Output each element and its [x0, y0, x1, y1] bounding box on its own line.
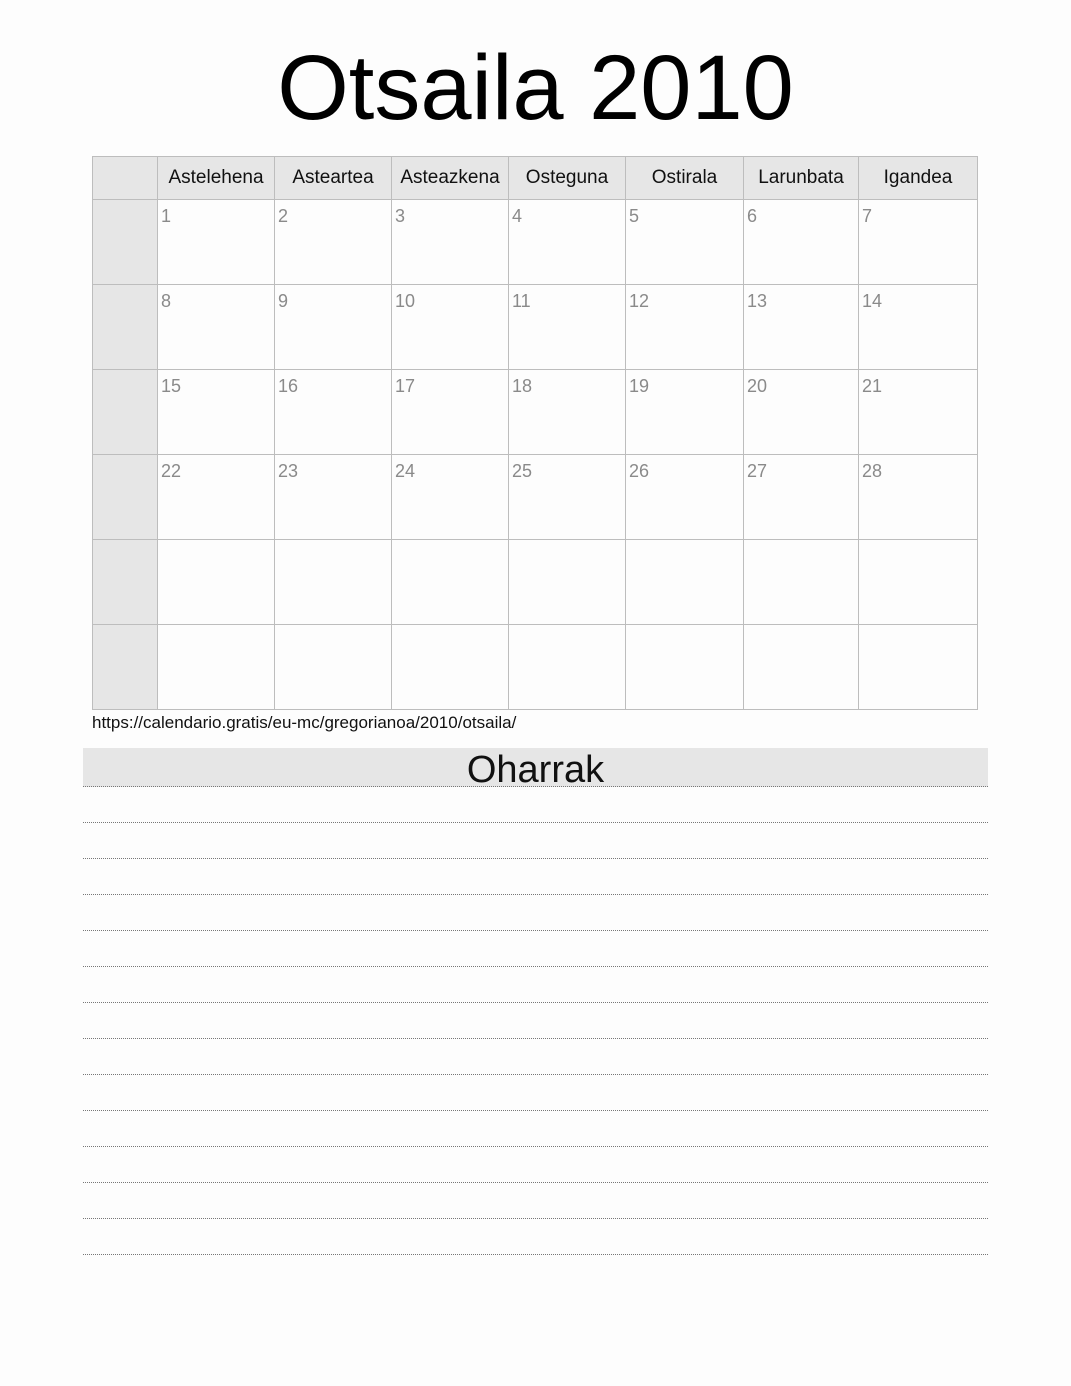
week-row	[93, 370, 978, 455]
day-cell[interactable]	[859, 200, 978, 285]
week-column-header	[93, 157, 158, 200]
day-number: 16	[278, 376, 299, 396]
source-url: https://calendario.gratis/eu-mc/gregorianoa/2010/otsaila/	[92, 713, 517, 732]
day-cell[interactable]	[158, 370, 275, 455]
day-number	[158, 540, 274, 546]
day-number: 28	[862, 461, 883, 481]
day-cell[interactable]	[744, 200, 859, 285]
notes-lines	[83, 787, 988, 1255]
weekday-header: Asteazkena	[392, 157, 509, 200]
week-number-cell	[93, 540, 158, 625]
note-line[interactable]	[83, 1075, 988, 1111]
day-cell[interactable]	[392, 370, 509, 455]
day-cell[interactable]	[744, 625, 859, 710]
day-number: 9	[278, 291, 289, 311]
weekday-header: Osteguna	[509, 157, 626, 200]
day-cell[interactable]	[392, 625, 509, 710]
weekday-header: Igandea	[859, 157, 978, 200]
day-cell[interactable]	[744, 540, 859, 625]
day-number: 19	[629, 376, 650, 396]
note-line[interactable]	[83, 1147, 988, 1183]
weekday-header: Asteartea	[275, 157, 392, 200]
day-cell[interactable]	[158, 200, 275, 285]
day-number	[392, 625, 508, 631]
week-number-cell	[93, 455, 158, 540]
note-line[interactable]	[83, 967, 988, 1003]
day-number: 7	[862, 206, 873, 226]
day-cell[interactable]	[275, 200, 392, 285]
day-cell[interactable]	[509, 455, 626, 540]
day-number	[509, 540, 625, 546]
day-cell[interactable]	[275, 285, 392, 370]
notes-heading: Oharrak	[83, 748, 988, 787]
day-number: 3	[395, 206, 406, 226]
day-cell[interactable]	[744, 370, 859, 455]
day-number: 22	[161, 461, 182, 481]
day-number: 6	[747, 206, 758, 226]
day-number	[158, 625, 274, 631]
day-cell[interactable]	[392, 285, 509, 370]
day-cell[interactable]	[509, 540, 626, 625]
day-cell[interactable]	[859, 370, 978, 455]
week-number-cell	[93, 200, 158, 285]
day-number: 17	[395, 376, 416, 396]
day-number	[744, 625, 858, 631]
day-number	[744, 540, 858, 546]
day-cell[interactable]	[275, 370, 392, 455]
day-number: 11	[512, 291, 531, 311]
week-row	[93, 540, 978, 625]
day-cell[interactable]	[275, 455, 392, 540]
week-number-cell	[93, 285, 158, 370]
note-line[interactable]	[83, 1039, 988, 1075]
day-cell[interactable]	[158, 625, 275, 710]
weekday-header-row	[93, 157, 978, 200]
note-line[interactable]	[83, 931, 988, 967]
day-number	[859, 625, 977, 631]
day-number	[275, 625, 391, 631]
day-number: 13	[747, 291, 768, 311]
day-cell[interactable]	[275, 625, 392, 710]
day-number: 23	[278, 461, 299, 481]
day-cell[interactable]	[158, 285, 275, 370]
week-row	[93, 200, 978, 285]
note-line[interactable]	[83, 1219, 988, 1255]
day-cell[interactable]	[626, 540, 744, 625]
weekday-header: Astelehena	[158, 157, 275, 200]
day-cell[interactable]	[509, 200, 626, 285]
note-line[interactable]	[83, 859, 988, 895]
note-line[interactable]	[83, 1003, 988, 1039]
day-number: 15	[161, 376, 182, 396]
day-number: 12	[629, 291, 650, 311]
day-number	[859, 540, 977, 546]
day-cell[interactable]	[859, 285, 978, 370]
day-cell[interactable]	[509, 370, 626, 455]
week-row	[93, 625, 978, 710]
day-number: 14	[862, 291, 883, 311]
day-number	[626, 625, 743, 631]
day-number: 10	[395, 291, 416, 311]
week-row	[93, 455, 978, 540]
weekday-header: Ostirala	[626, 157, 744, 200]
day-cell[interactable]	[626, 625, 744, 710]
day-cell[interactable]	[158, 540, 275, 625]
day-number	[275, 540, 391, 546]
day-number: 5	[629, 206, 640, 226]
day-cell[interactable]	[626, 455, 744, 540]
day-number: 20	[747, 376, 768, 396]
day-number: 24	[395, 461, 416, 481]
day-cell[interactable]	[626, 370, 744, 455]
day-number: 2	[278, 206, 289, 226]
day-number: 21	[862, 376, 883, 396]
calendar-grid	[92, 156, 978, 710]
day-cell[interactable]	[509, 285, 626, 370]
day-number: 25	[512, 461, 533, 481]
page-title: Otsaila 2010	[277, 37, 794, 139]
week-number-cell	[93, 625, 158, 710]
note-line[interactable]	[83, 1183, 988, 1219]
weekday-header: Larunbata	[744, 157, 859, 200]
note-line[interactable]	[83, 895, 988, 931]
day-number	[392, 540, 508, 546]
day-cell[interactable]	[744, 285, 859, 370]
day-number: 8	[161, 291, 172, 311]
day-cell[interactable]	[859, 625, 978, 710]
day-cell[interactable]	[626, 285, 744, 370]
day-number	[509, 625, 625, 631]
note-line[interactable]	[83, 1111, 988, 1147]
day-cell[interactable]	[744, 455, 859, 540]
day-number	[626, 540, 743, 546]
day-number: 26	[629, 461, 650, 481]
day-number: 1	[161, 206, 172, 226]
day-number: 18	[512, 376, 533, 396]
note-line[interactable]	[83, 823, 988, 859]
day-cell[interactable]	[626, 200, 744, 285]
day-cell[interactable]	[158, 455, 275, 540]
day-cell[interactable]	[509, 625, 626, 710]
note-line[interactable]	[83, 787, 988, 823]
week-number-cell	[93, 370, 158, 455]
day-number: 4	[512, 206, 523, 226]
day-cell[interactable]	[392, 455, 509, 540]
day-cell[interactable]	[275, 540, 392, 625]
day-number: 27	[747, 461, 768, 481]
day-cell[interactable]	[859, 455, 978, 540]
day-cell[interactable]	[392, 200, 509, 285]
day-cell[interactable]	[392, 540, 509, 625]
week-row	[93, 285, 978, 370]
day-cell[interactable]	[859, 540, 978, 625]
